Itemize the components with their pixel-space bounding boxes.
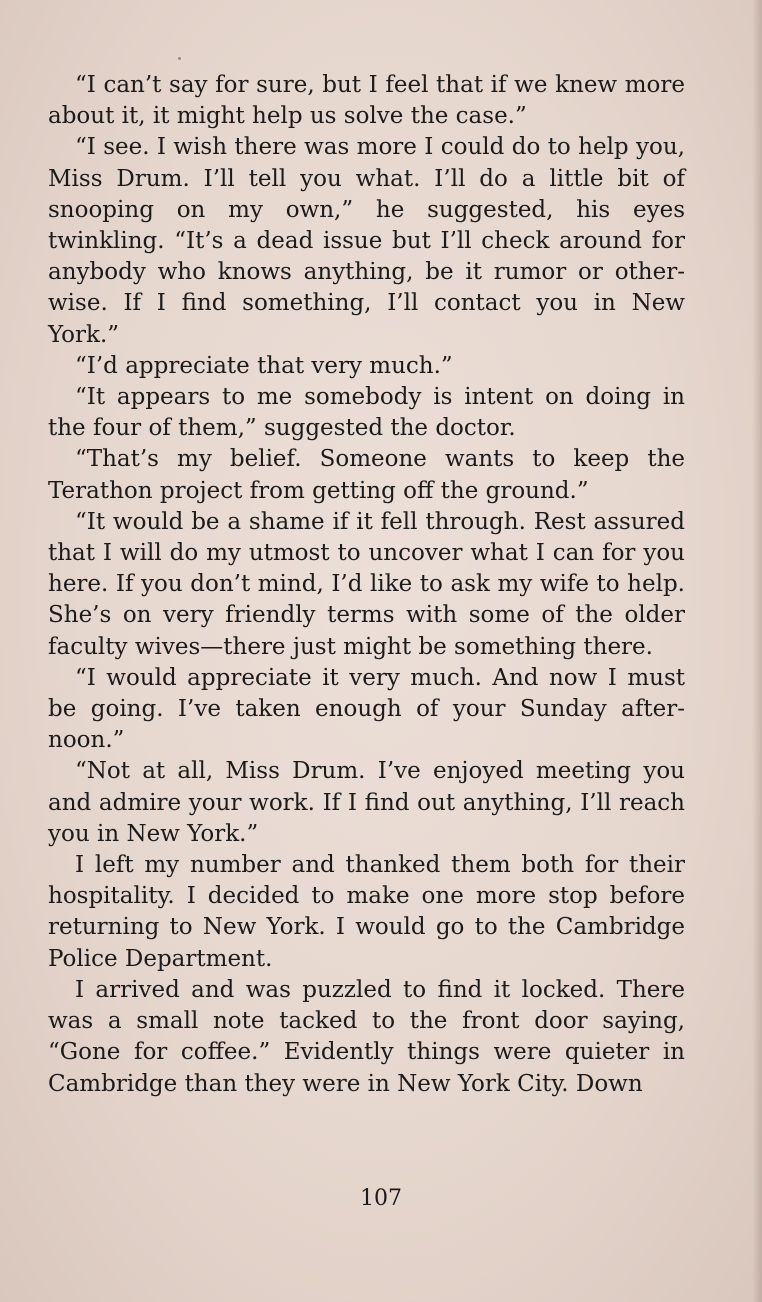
paragraph-9: I left my number and thanked them both for their hospitality. I decided to make one more stop before returning to New York. I would go to the Cambridge Police Department. — [48, 852, 685, 972]
paragraph-4: “It appears to me somebody is intent on doing in the four of them,” suggested the doctor. — [48, 384, 685, 442]
paragraph-6: “It would be a shame if it fell through. Rest assured that I will do my utmost to uncover what I can for you here. If you don’t mind, I’d like to ask my wife to help. She’s on very friendly terms with some of the older faculty wives—there just might be something there. — [48, 508, 685, 660]
paragraph-7: “I would appreciate it very much. And now I must be going. I’ve taken enough of your Sunday afternoon.” — [48, 664, 685, 754]
paragraph-8: “Not at all, Miss Drum. I’ve enjoyed meeting you and admire your work. If I find out anything, I’ll reach you in New York.” — [48, 758, 685, 847]
paragraph-5: “That’s my belief. Someone wants to keep the Terathon project from getting off the ground.” — [48, 446, 685, 504]
page-edge-shadow — [752, 0, 762, 1302]
paper-speck — [178, 57, 181, 60]
page-number: 107 — [360, 1186, 402, 1211]
paragraph-2: “I see. I wish there was more I could do to help you, Miss Drum. I’ll tell you what. I’ll do a little bit of snooping on my own,” he suggested, his eyes twinkling. “It’s a dead issue but I’ll check around for anybody who knows anything, be it rumor or otherwise. If I find something, I’ll contact you in New York.” — [48, 134, 685, 348]
paragraph-10: I arrived and was puzzled to find it locked. There was a small note tacked to the front door saying, “Gone for coffee.” Evidently things were quieter in Cambridge than they were in New York City. Down — [48, 976, 685, 1097]
body-text — [48, 70, 685, 1100]
paragraph-1: “I can’t say for sure, but I feel that if we knew more about it, it might help us solve the case.” — [48, 72, 685, 130]
paragraph-3: “I’d appreciate that very much.” — [75, 352, 453, 379]
